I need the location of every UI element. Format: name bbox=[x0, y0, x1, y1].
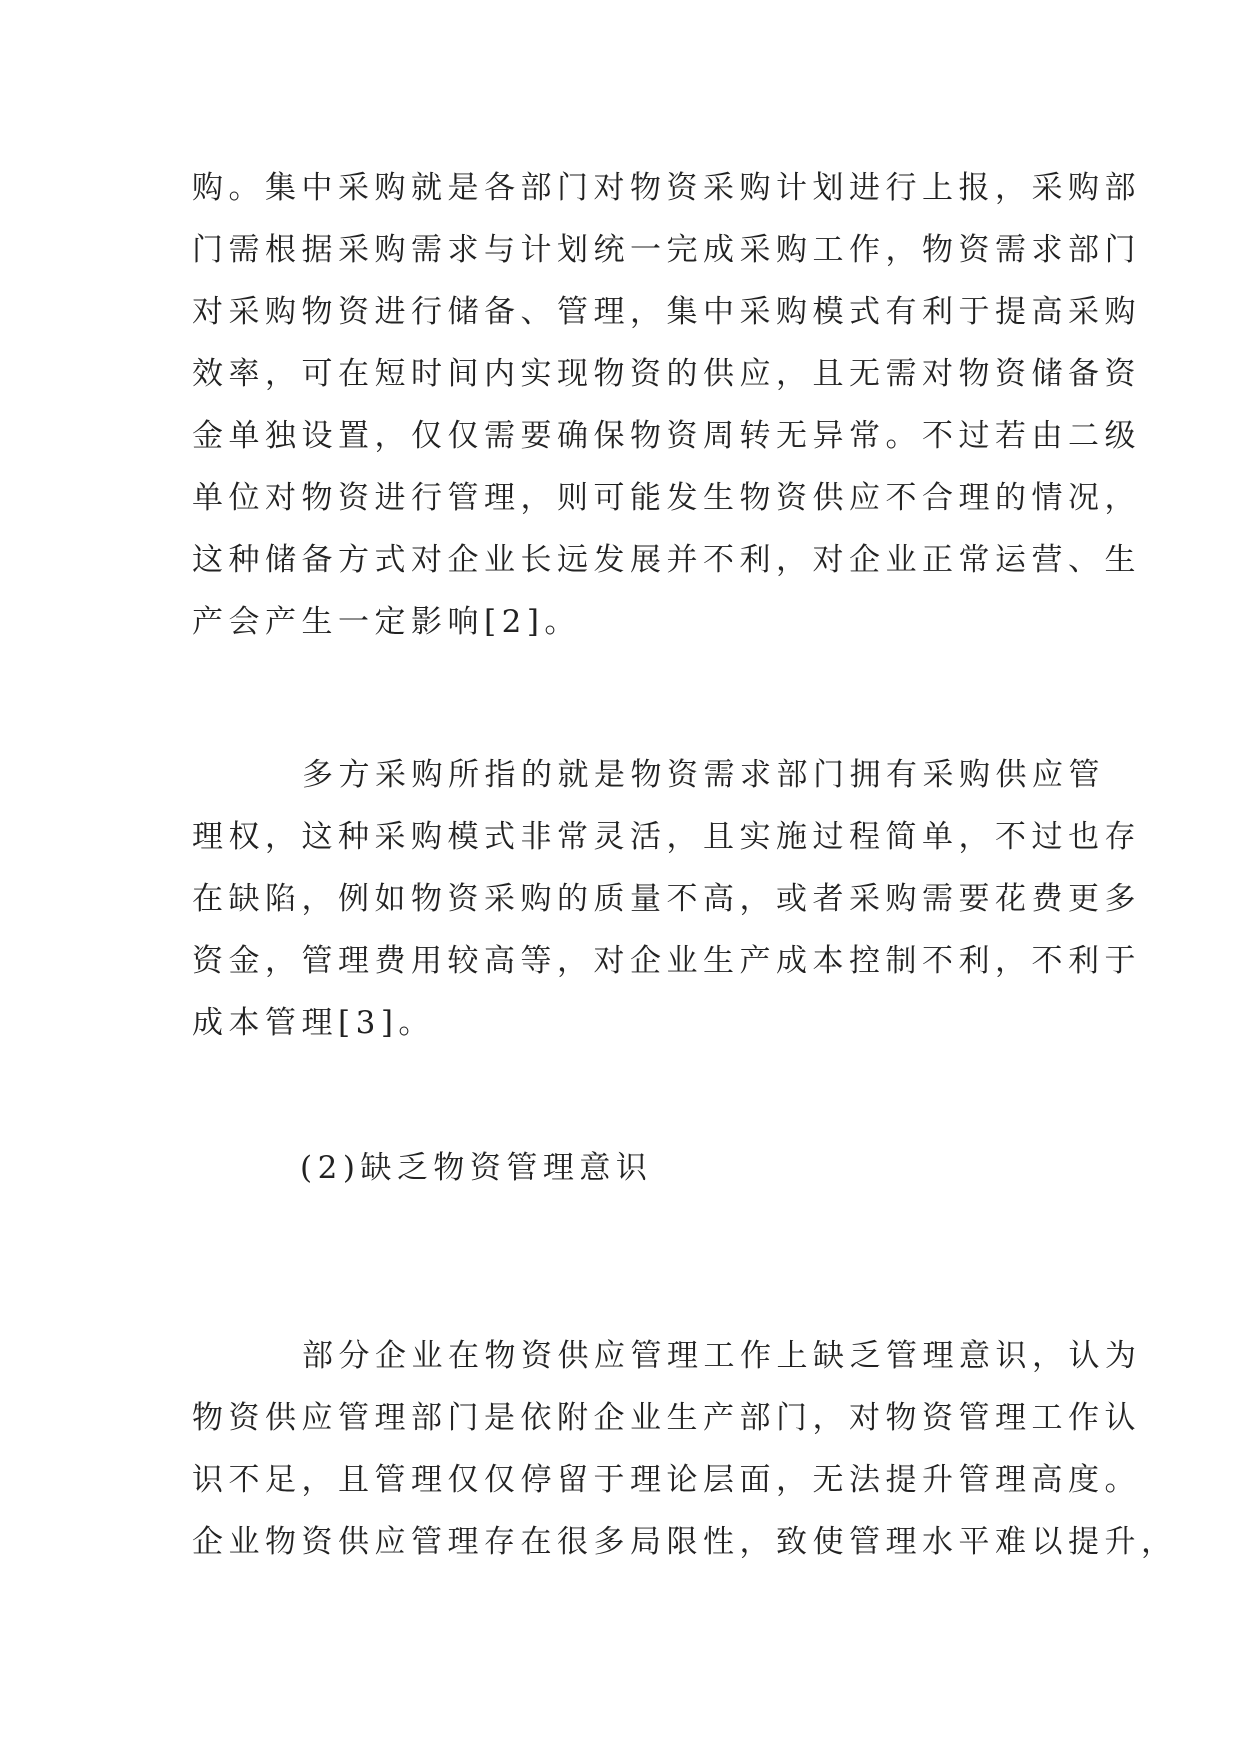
paragraph-line: 产会产生一定影响[2]。 bbox=[192, 604, 581, 640]
paragraph-line: 单位对物资进行管理，则可能发生物资供应不合理的情况， bbox=[192, 480, 1141, 516]
paragraph-centralized-purchasing bbox=[192, 157, 1141, 653]
paragraph-line: 物资供应管理部门是依附企业生产部门，对物资管理工作认 bbox=[192, 1400, 1141, 1436]
paragraph-multi-party-purchasing bbox=[192, 744, 1141, 1054]
paragraph-line: 理权，这种采购模式非常灵活，且实施过程简单，不过也存 bbox=[192, 819, 1141, 855]
section-heading-text: (2)缺乏物资管理意识 bbox=[300, 1150, 653, 1186]
paragraph-line: 效率，可在短时间内实现物资的供应，且无需对物资储备资 bbox=[192, 356, 1141, 392]
paragraph-line: 部分企业在物资供应管理工作上缺乏管理意识，认为 bbox=[302, 1338, 1142, 1374]
paragraph-line: 成本管理[3]。 bbox=[192, 1005, 435, 1041]
paragraph-line: 多方采购所指的就是物资需求部门拥有采购供应管 bbox=[302, 757, 1105, 793]
paragraph-management-awareness bbox=[192, 1325, 1178, 1573]
section-heading bbox=[300, 1137, 900, 1199]
paragraph-line: 在缺陷，例如物资采购的质量不高，或者采购需要花费更多 bbox=[192, 881, 1141, 917]
paragraph-line: 这种储备方式对企业长远发展并不利，对企业正常运营、生 bbox=[192, 542, 1141, 578]
paragraph-line: 识不足，且管理仅仅停留于理论层面，无法提升管理高度。 bbox=[192, 1462, 1141, 1498]
paragraph-line: 购。集中采购就是各部门对物资采购计划进行上报，采购部 bbox=[192, 170, 1141, 206]
paragraph-line: 金单独设置，仅仅需要确保物资周转无异常。不过若由二级 bbox=[192, 418, 1141, 454]
paragraph-line: 对采购物资进行储备、管理，集中采购模式有利于提高采购 bbox=[192, 294, 1141, 330]
paragraph-line: 企业物资供应管理存在很多局限性，致使管理水平难以提升， bbox=[192, 1524, 1178, 1560]
paragraph-line: 资金，管理费用较高等，对企业生产成本控制不利，不利于 bbox=[192, 943, 1141, 979]
paragraph-line: 门需根据采购需求与计划统一完成采购工作，物资需求部门 bbox=[192, 232, 1141, 268]
